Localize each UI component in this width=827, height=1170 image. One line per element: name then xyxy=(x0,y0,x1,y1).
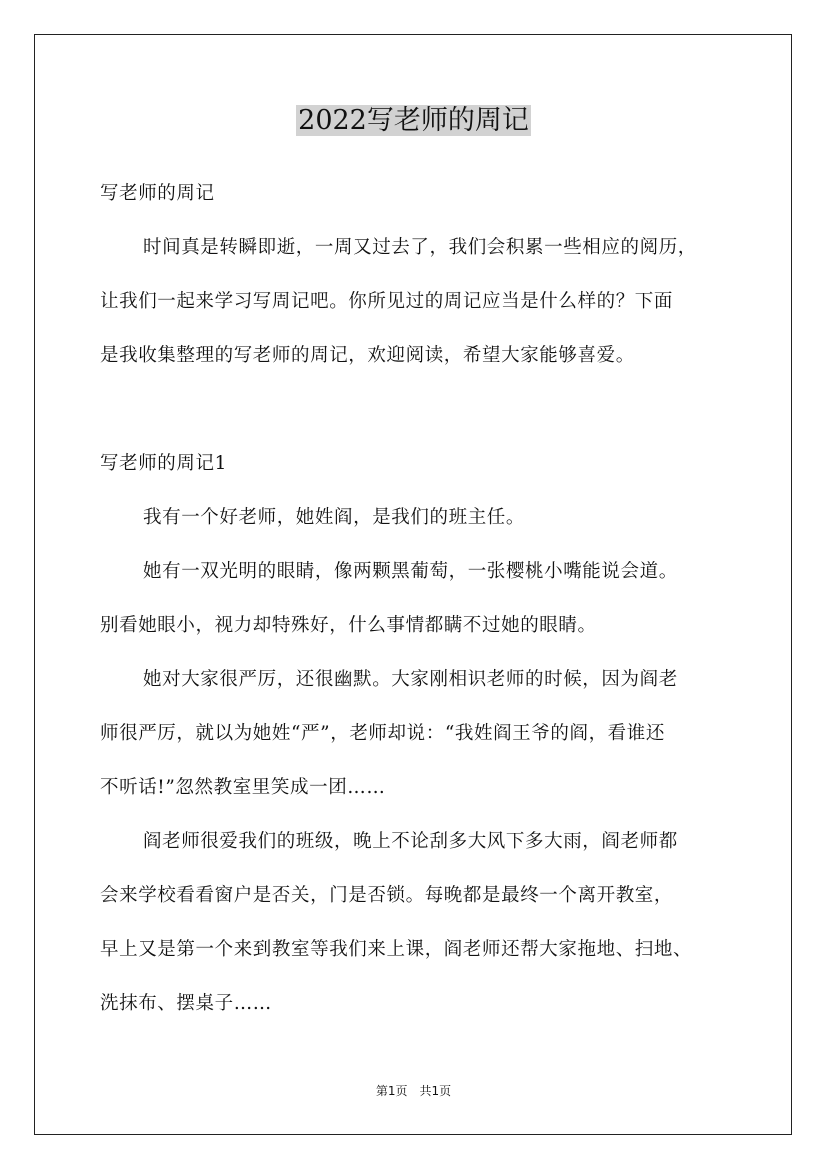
section-heading: 写老师的周记1 xyxy=(100,453,227,474)
section-line-10: 洗抹布、摆桌子…… xyxy=(100,993,272,1014)
document-title-text: 2022写老师的周记 xyxy=(298,105,529,136)
section-line-8: 会来学校看看窗户是否关，门是否锁。每晚都是最终一个离开教室， xyxy=(100,885,674,906)
section-line-9: 早上又是第一个来到教室等我们来上课，阎老师还帮大家拖地、扫地、 xyxy=(100,939,693,960)
intro-line-3: 是我收集整理的写老师的周记，欢迎阅读，希望大家能够喜爱。 xyxy=(100,345,635,366)
section-line-1: 我有一个好老师，她姓阎，是我们的班主任。 xyxy=(143,507,526,528)
page-number-footer: 第1页 共1页 xyxy=(375,1084,452,1098)
intro-line-2: 让我们一起来学习写周记吧。你所见过的周记应当是什么样的？下面 xyxy=(100,291,674,312)
section-line-5: 师很严厉，就以为她姓“严”，老师却说：“我姓阎王爷的阎，看谁还 xyxy=(100,723,665,744)
section-line-3: 别看她眼小，视力却特殊好，什么事情都瞒不过她的眼睛。 xyxy=(100,615,597,636)
section-line-7: 阎老师很爱我们的班级，晚上不论刮多大风下多大雨，阎老师都 xyxy=(143,831,678,852)
intro-heading: 写老师的周记 xyxy=(100,183,215,204)
intro-line-1: 时间真是转瞬即逝，一周又过去了，我们会积累一些相应的阅历， xyxy=(143,237,697,258)
section-line-2: 她有一双光明的眼睛，像两颗黑葡萄，一张樱桃小嘴能说会道。 xyxy=(143,561,678,582)
document-title xyxy=(0,100,827,142)
section-line-4: 她对大家很严厉，还很幽默。大家刚相识老师的时候，因为阎老 xyxy=(143,669,678,690)
section-line-6: 不听话!”忽然教室里笑成一团…… xyxy=(100,777,386,798)
